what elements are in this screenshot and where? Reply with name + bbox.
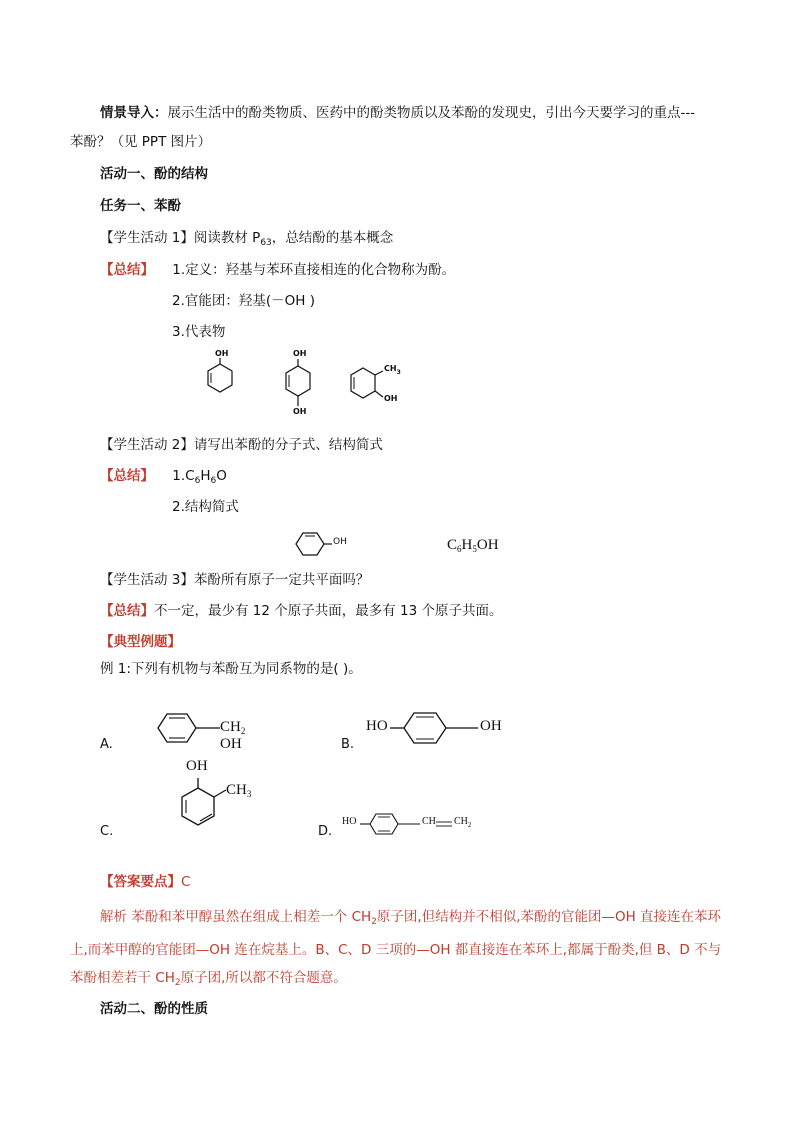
- phenol-simple-oh: OH: [333, 537, 347, 547]
- student-activity-2: 【学生活动 2】请写出苯酚的分子式、结构简式: [100, 437, 383, 453]
- summary2-item2: 2.结构简式: [172, 499, 239, 515]
- intro-label: 情景导入：: [100, 105, 168, 121]
- activity1-title: 活动一、酚的结构: [100, 166, 208, 182]
- example-question: 例 1:下列有机物与苯酚互为同系物的是( )。: [100, 661, 362, 677]
- summary1-item3: 3.代表物: [172, 324, 226, 340]
- activity2-title: 活动二、酚的性质: [100, 1001, 208, 1017]
- option-c-oh: OH: [186, 758, 208, 774]
- summary3-text: 不一定，最少有 12 个原子共面，最多有 13 个原子共面。: [154, 603, 503, 619]
- option-b-ho: HO: [366, 718, 388, 734]
- phenol-structure: [198, 350, 242, 406]
- summary-label: 【总结】: [100, 262, 154, 278]
- answer-line: [100, 872, 190, 892]
- summary3-label: 【总结】: [100, 603, 154, 619]
- phenol-simple-structure: [288, 528, 347, 560]
- analysis-paragraph: 解析 苯酚和苯甲醇虽然在组成上相差一个 $CH_2$原子团,但结构并不相似,苯酚的官能团—OH 直接连在苯环上,而苯甲醇的官能团—OH 连在烷基上。B、C、D 三项的—OH 都直接连在苯环上,都属于酚类,但 B、D 不与苯酚相差若干 $CH_2$原子团,所以都不符合题意。: [70, 909, 722, 988]
- option-a-text: $CH_2$ OH: [220, 719, 246, 752]
- molecular-formula: $1.C_6H_6O$: [172, 468, 227, 486]
- condensed-formula: $C_6H_5OH$: [447, 537, 499, 554]
- summary1-item1: 1.定义：羟基与苯环直接相连的化合物称为酚。: [172, 262, 456, 278]
- intro-line-2: 苯酚？（见 PPT 图片）: [70, 134, 212, 150]
- example-title: 【典型例题】: [100, 634, 181, 650]
- phenol-oh-label: OH: [215, 349, 229, 358]
- summary3-line: [100, 601, 503, 621]
- hydroquinone-structure: [276, 350, 320, 422]
- cresol-ch3-label: $CH_3$: [384, 364, 401, 376]
- student1-suffix: ，总结酚的基本概念: [271, 230, 394, 246]
- task1-title: 任务一、苯酚: [100, 198, 181, 214]
- summary2-line-1: [100, 466, 227, 491]
- answer-value: C: [181, 874, 191, 890]
- student-activity-1: [100, 228, 393, 253]
- option-a-label: A.: [100, 737, 113, 752]
- option-b-label: B.: [341, 737, 355, 752]
- intro-text-1: 展示生活中的酚类物质、医药中的酚类物质以及苯酚的发现史，引出今天要学习的重点---: [167, 105, 696, 121]
- option-a-structure: [154, 708, 246, 752]
- option-d-label: D.: [318, 824, 333, 839]
- option-d-ch: CH: [422, 816, 436, 827]
- option-c-ch3: $CH_3$: [226, 782, 252, 799]
- option-b-oh: OH: [480, 718, 502, 734]
- summary1-item2: 2.官能团：羟基(－OH ): [172, 293, 315, 309]
- cresol-structure: [345, 362, 405, 410]
- hydroquinone-oh-bottom: OH: [293, 407, 307, 416]
- option-d-ho: HO: [342, 816, 357, 827]
- option-d-ch2: $CH_2$: [454, 816, 472, 829]
- answer-label: 【答案要点】: [100, 874, 181, 890]
- student-activity-3: 【学生活动 3】苯酚所有原子一定共平面吗？: [100, 572, 370, 588]
- cresol-oh-label: OH: [384, 394, 398, 403]
- summary1-line-1: [100, 260, 455, 280]
- option-c-label: C.: [100, 824, 114, 839]
- student1-sub: 63: [260, 238, 272, 248]
- summary2-label: 【总结】: [100, 468, 154, 484]
- intro-line-1: [100, 103, 695, 123]
- hydroquinone-oh-top: OH: [293, 349, 307, 358]
- student1-prefix: 【学生活动 1】阅读教材 P: [100, 230, 261, 246]
